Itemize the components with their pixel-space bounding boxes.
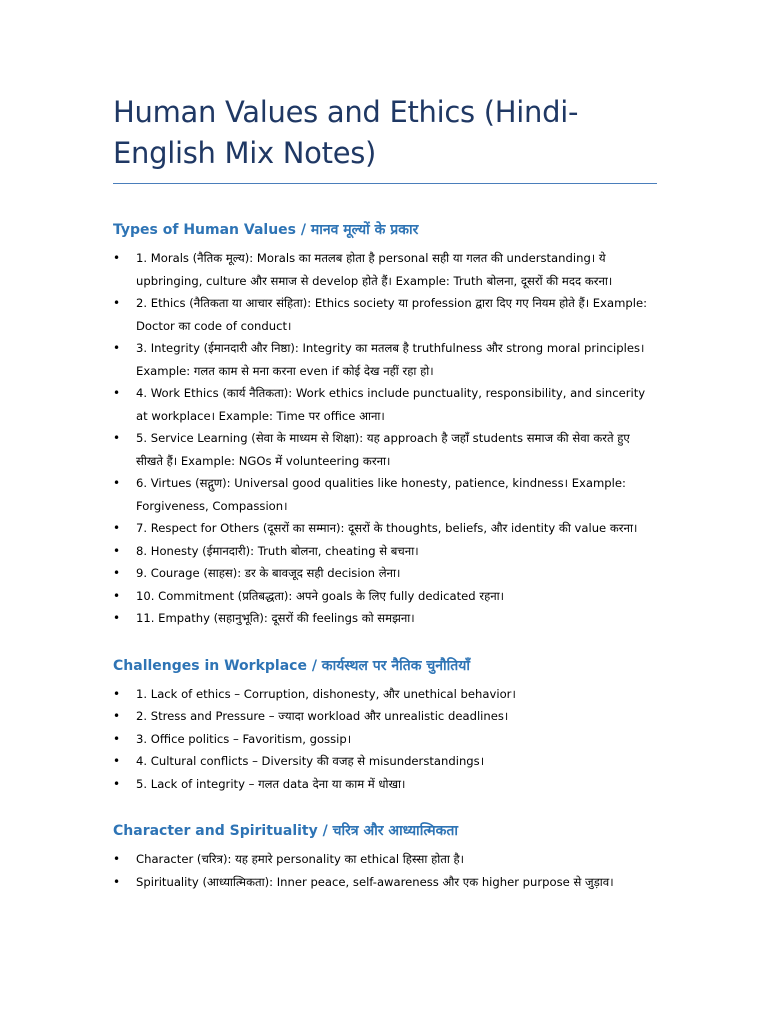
character-and-spirituality-list <box>113 848 658 893</box>
list-item: • 2. Ethics (नैतिकता या आचार संहिता): Ethics society या profession द्वारा दिए गए नियम होते हैं। Example: Doctor का code of conduct। <box>113 292 658 337</box>
title-divider <box>113 183 657 184</box>
list-item: • 1. Morals (नैतिक मूल्य): Morals का मतलब होता है personal सही या गलत की understanding। ये upbringing, culture और समाज से develop होते हैं। Example: Truth बोलना, दूसरों की मदद करना। <box>113 247 658 292</box>
section-heading-types-of-human-values: Types of Human Values / मानव मूल्यों के प्रकार <box>113 222 419 238</box>
list-item: • 6. Virtues (सद्गुण): Universal good qualities like honesty, patience, kindness। Example: Forgiveness, Compassion। <box>113 472 658 517</box>
list-item: • 7. Respect for Others (दूसरों का सम्मान): दूसरों के thoughts, beliefs, और identity की value करना। <box>113 517 658 540</box>
list-item: • Character (चरित्र): यह हमारे personality का ethical हिस्सा होता है। <box>113 848 658 871</box>
list-item: • 11. Empathy (सहानुभूति): दूसरों की feelings को समझना। <box>113 607 658 630</box>
document-title: Human Values and Ethics (Hindi-English Mix Notes) <box>113 95 579 170</box>
list-item: • 10. Commitment (प्रतिबद्धता): अपने goals के लिए fully dedicated रहना। <box>113 585 658 608</box>
list-item: • 4. Cultural conflicts – Diversity की वजह से misunderstandings। <box>113 750 658 773</box>
challenges-in-workplace-list <box>113 683 658 796</box>
list-item: • 9. Courage (साहस): डर के बावजूद सही decision लेना। <box>113 562 658 585</box>
section-heading-challenges-in-workplace: Challenges in Workplace / कार्यस्थल पर नैतिक चुनौतियाँ <box>113 657 470 674</box>
list-item: • 5. Service Learning (सेवा के माध्यम से शिक्षा): यह approach है जहाँ students समाज की सेवा करते हुए सीखते हैं। Example: NGOs में volunteering करना। <box>113 427 658 472</box>
list-item: • 8. Honesty (ईमानदारी): Truth बोलना, cheating से बचना। <box>113 540 658 563</box>
types-of-human-values-list <box>113 247 658 630</box>
list-item: • 1. Lack of ethics – Corruption, dishonesty, और unethical behavior। <box>113 683 658 706</box>
list-item: • 3. Office politics – Favoritism, gossip। <box>113 728 658 751</box>
list-item: • Spirituality (आध्यात्मिकता): Inner peace, self-awareness और एक higher purpose से जुड़ाव। <box>113 871 658 894</box>
section-heading-character-and-spirituality: Character and Spirituality / चरित्र और आध्यात्मिकता <box>113 823 458 839</box>
list-item: • 5. Lack of integrity – गलत data देना या काम में धोखा। <box>113 773 658 796</box>
list-item: • 2. Stress and Pressure – ज्यादा workload और unrealistic deadlines। <box>113 705 658 728</box>
list-item: • 4. Work Ethics (कार्य नैतिकता): Work ethics include punctuality, responsibility, and sincerity at workplace। Example: Time पर office आना। <box>113 382 658 427</box>
list-item: • 3. Integrity (ईमानदारी और निष्ठा): Integrity का मतलब है truthfulness और strong moral principles। Example: गलत काम से मना करना even if कोई देख नहीं रहा हो। <box>113 337 658 382</box>
